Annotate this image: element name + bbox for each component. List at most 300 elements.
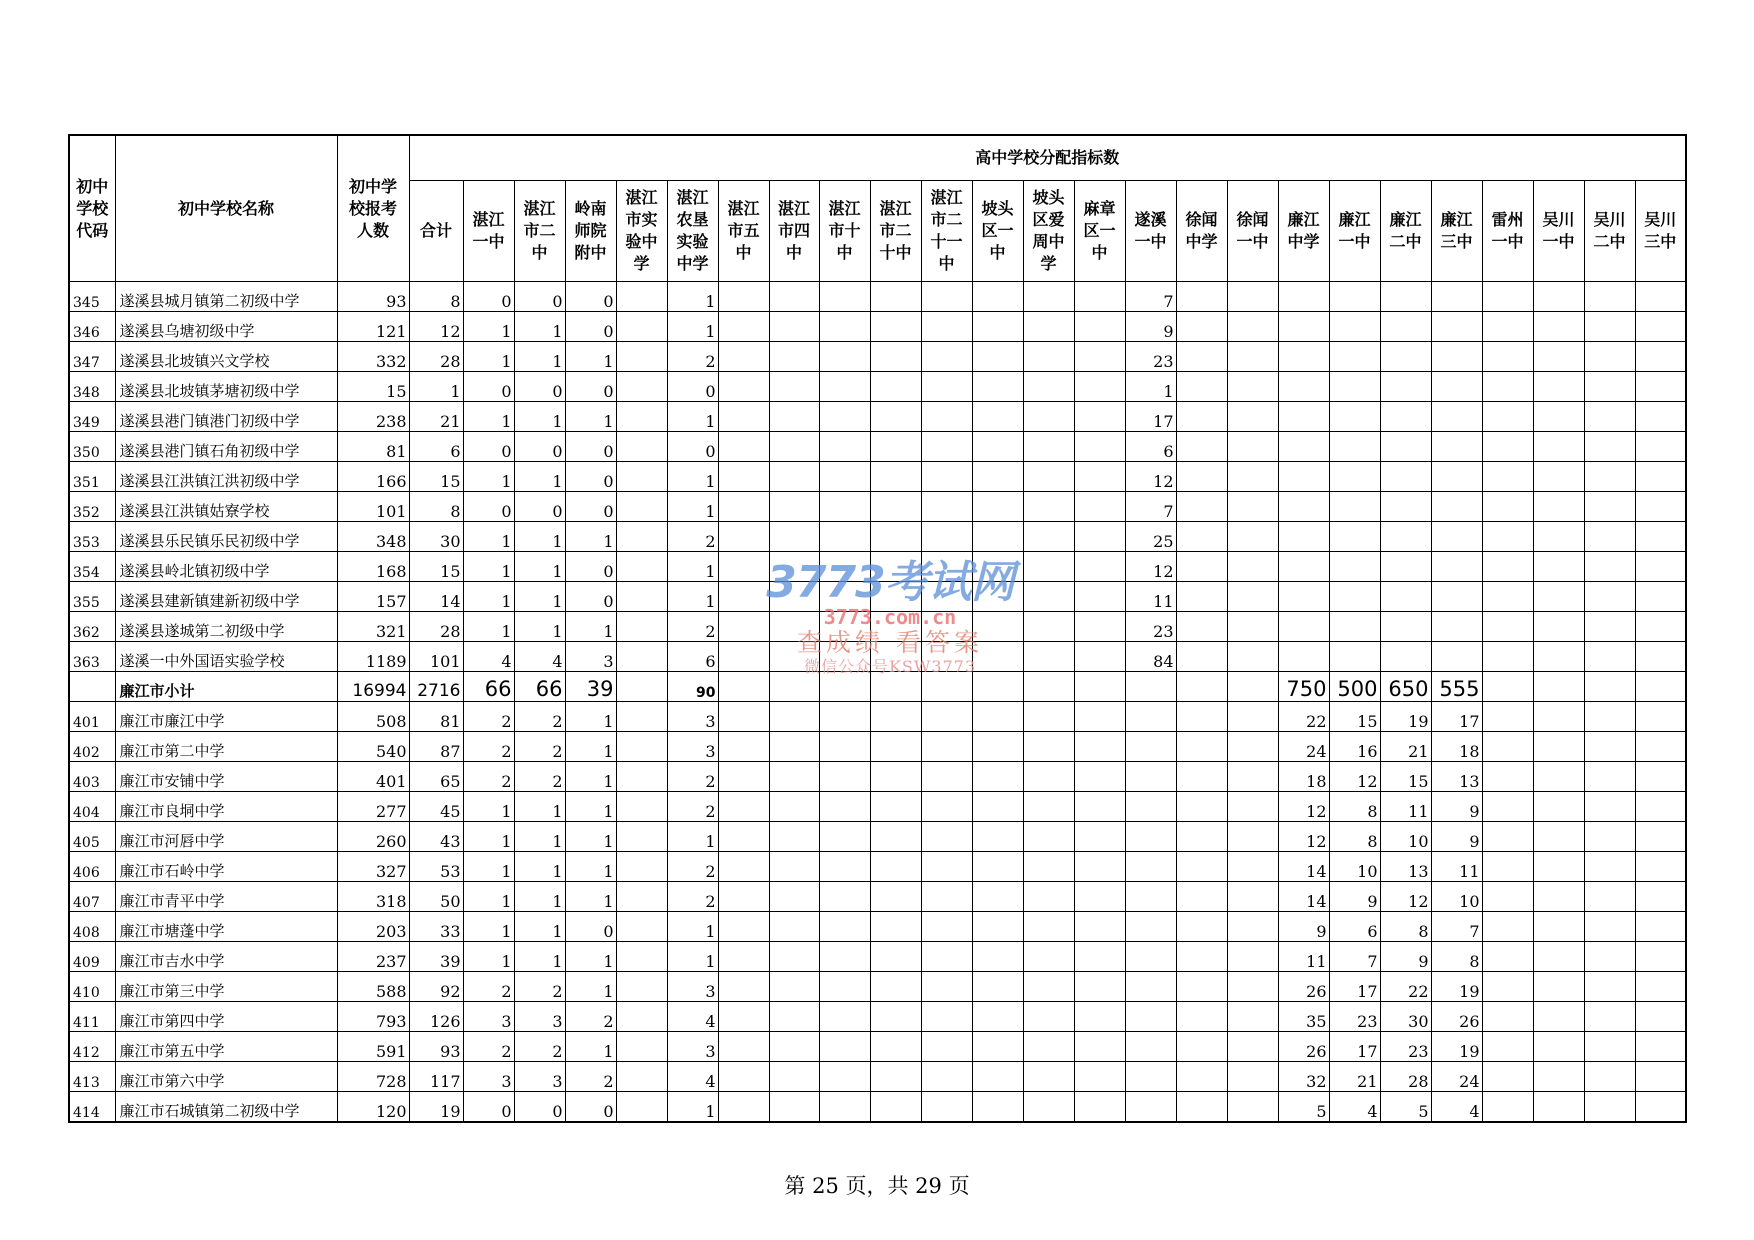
- quota-cell: [1125, 672, 1176, 702]
- quota-cell: 8: [1380, 912, 1431, 942]
- quota-cell: 2: [463, 732, 514, 762]
- table-row: [69, 942, 1686, 972]
- quota-cell: [1125, 702, 1176, 732]
- quota-cell: 9: [1278, 912, 1329, 942]
- quota-cell: [1023, 762, 1074, 792]
- quota-cell: [1635, 432, 1686, 462]
- quota-cell: [1023, 642, 1074, 672]
- quota-cell: [1023, 912, 1074, 942]
- quota-cell: [1482, 792, 1533, 822]
- school-name-cell: 廉江市塘蓬中学: [115, 912, 337, 942]
- quota-cell: [1125, 1062, 1176, 1092]
- quota-cell: [870, 762, 921, 792]
- quota-cell: 2: [463, 762, 514, 792]
- quota-cell: [616, 882, 667, 912]
- quota-cell: 2: [514, 762, 565, 792]
- quota-cell: 3: [667, 1032, 718, 1062]
- quota-cell: [921, 432, 972, 462]
- quota-cell: [1635, 402, 1686, 432]
- quota-cell: [1635, 792, 1686, 822]
- quota-cell: [819, 552, 870, 582]
- quota-cell: [1533, 582, 1584, 612]
- quota-cell: 1: [463, 612, 514, 642]
- school-name-cell: 遂溪县乐民镇乐民初级中学: [115, 522, 337, 552]
- table-row: [69, 882, 1686, 912]
- quota-cell: [972, 702, 1023, 732]
- quota-cell: 45: [409, 792, 463, 822]
- header-column-15: [1176, 181, 1227, 282]
- quota-cell: [769, 732, 819, 762]
- school-code-cell: 363: [69, 642, 115, 672]
- quota-cell: [1635, 612, 1686, 642]
- quota-cell: [769, 702, 819, 732]
- quota-cell: [921, 1032, 972, 1062]
- quota-cell: [1227, 462, 1278, 492]
- applicant-count-cell: 237: [337, 942, 409, 972]
- subtotal-row: [69, 672, 1686, 702]
- quota-cell: 12: [1380, 882, 1431, 912]
- quota-cell: 8: [1431, 942, 1482, 972]
- quota-cell: [1482, 342, 1533, 372]
- quota-cell: [1584, 462, 1635, 492]
- quota-cell: [769, 762, 819, 792]
- quota-cell: [819, 432, 870, 462]
- header-column-label: 雷州一中: [1491, 210, 1524, 251]
- quota-cell: [769, 972, 819, 1002]
- quota-cell: [1176, 762, 1227, 792]
- applicant-count-cell: 591: [337, 1032, 409, 1062]
- quota-cell: [718, 672, 769, 702]
- quota-cell: 2: [667, 522, 718, 552]
- quota-cell: [819, 1092, 870, 1122]
- header-column-4: [616, 181, 667, 282]
- quota-cell: 1: [463, 582, 514, 612]
- quota-cell: [1584, 1062, 1635, 1092]
- quota-cell: [972, 552, 1023, 582]
- quota-cell: [1176, 342, 1227, 372]
- quota-cell: 19: [1380, 702, 1431, 732]
- school-code-cell: 362: [69, 612, 115, 642]
- quota-cell: 11: [1278, 942, 1329, 972]
- header-column-label: 湛江一中: [472, 210, 505, 251]
- quota-cell: 19: [1431, 1032, 1482, 1062]
- school-code-cell: 351: [69, 462, 115, 492]
- quota-cell: [1584, 522, 1635, 552]
- quota-cell: 2: [514, 732, 565, 762]
- quota-cell: 19: [1431, 972, 1482, 1002]
- quota-cell: 0: [463, 1092, 514, 1122]
- quota-cell: [1176, 582, 1227, 612]
- applicant-count-cell: 203: [337, 912, 409, 942]
- quota-cell: [1227, 1002, 1278, 1032]
- quota-cell: [921, 282, 972, 312]
- quota-cell: 2: [667, 342, 718, 372]
- quota-cell: [616, 702, 667, 732]
- quota-cell: [1533, 672, 1584, 702]
- quota-cell: [972, 1032, 1023, 1062]
- quota-cell: 2: [667, 792, 718, 822]
- quota-cell: [1482, 942, 1533, 972]
- quota-cell: 39: [565, 672, 616, 702]
- quota-cell: 1: [565, 612, 616, 642]
- quota-cell: 1: [514, 882, 565, 912]
- quota-cell: [1227, 792, 1278, 822]
- quota-cell: [1074, 492, 1125, 522]
- table-body: [69, 282, 1686, 1122]
- school-code-cell: 352: [69, 492, 115, 522]
- quota-cell: [1482, 1062, 1533, 1092]
- quota-cell: [1533, 612, 1584, 642]
- quota-cell: 0: [565, 462, 616, 492]
- quota-cell: [1482, 462, 1533, 492]
- quota-cell: [1074, 582, 1125, 612]
- quota-cell: 14: [1278, 852, 1329, 882]
- quota-cell: 9: [1431, 792, 1482, 822]
- quota-cell: 92: [409, 972, 463, 1002]
- applicant-count-cell: 318: [337, 882, 409, 912]
- quota-cell: [1074, 522, 1125, 552]
- quota-cell: [1380, 402, 1431, 432]
- quota-cell: [769, 1002, 819, 1032]
- quota-cell: [1584, 342, 1635, 372]
- table-row: [69, 282, 1686, 312]
- quota-cell: [819, 672, 870, 702]
- quota-cell: [718, 1002, 769, 1032]
- quota-cell: 4: [1329, 1092, 1380, 1122]
- quota-cell: 1: [514, 462, 565, 492]
- quota-cell: 6: [667, 642, 718, 672]
- quota-cell: [921, 342, 972, 372]
- quota-cell: [870, 462, 921, 492]
- quota-cell: 6: [409, 432, 463, 462]
- quota-cell: [972, 852, 1023, 882]
- quota-cell: 39: [409, 942, 463, 972]
- header-column-9: [870, 181, 921, 282]
- quota-cell: [1380, 612, 1431, 642]
- quota-cell: [819, 642, 870, 672]
- quota-cell: [616, 1002, 667, 1032]
- quota-cell: 3: [514, 1002, 565, 1032]
- quota-cell: [1584, 312, 1635, 342]
- school-name-cell: 廉江市第六中学: [115, 1062, 337, 1092]
- header-column-label: 徐闻中学: [1185, 210, 1218, 251]
- quota-cell: [819, 792, 870, 822]
- quota-cell: [1329, 492, 1380, 522]
- quota-cell: [718, 612, 769, 642]
- quota-cell: [1023, 312, 1074, 342]
- applicant-count-cell: 728: [337, 1062, 409, 1092]
- table-row: [69, 1002, 1686, 1032]
- header-column-label: 徐闻一中: [1236, 210, 1269, 251]
- quota-cell: 1: [565, 1032, 616, 1062]
- quota-cell: [972, 762, 1023, 792]
- quota-cell: 81: [409, 702, 463, 732]
- quota-cell: [769, 522, 819, 552]
- quota-cell: [1635, 882, 1686, 912]
- quota-cell: [819, 282, 870, 312]
- header-code: 初中学校代码: [69, 135, 115, 282]
- quota-cell: [1125, 1032, 1176, 1062]
- school-name-cell: 廉江市河唇中学: [115, 822, 337, 852]
- quota-cell: [972, 312, 1023, 342]
- quota-cell: [1227, 762, 1278, 792]
- quota-cell: 1: [565, 882, 616, 912]
- quota-cell: [1329, 582, 1380, 612]
- header-column-label: 湛江市十中: [828, 199, 861, 262]
- quota-cell: [1227, 582, 1278, 612]
- quota-cell: 1: [667, 492, 718, 522]
- school-name-cell: 廉江市青平中学: [115, 882, 337, 912]
- quota-cell: [1023, 1032, 1074, 1062]
- quota-cell: [769, 672, 819, 702]
- applicant-count-cell: 120: [337, 1092, 409, 1122]
- quota-cell: [1023, 582, 1074, 612]
- quota-cell: [972, 402, 1023, 432]
- quota-cell: [616, 342, 667, 372]
- quota-cell: [1278, 492, 1329, 522]
- quota-cell: [1533, 912, 1584, 942]
- quota-cell: 3: [463, 1002, 514, 1032]
- quota-cell: [1584, 762, 1635, 792]
- quota-cell: [1533, 1092, 1584, 1122]
- quota-cell: [616, 972, 667, 1002]
- quota-cell: [1635, 282, 1686, 312]
- school-code-cell: 402: [69, 732, 115, 762]
- quota-cell: [870, 672, 921, 702]
- quota-cell: [819, 462, 870, 492]
- quota-cell: 1: [667, 282, 718, 312]
- quota-cell: [616, 432, 667, 462]
- quota-cell: [921, 942, 972, 972]
- table-row: [69, 612, 1686, 642]
- quota-cell: 2: [463, 1032, 514, 1062]
- quota-cell: [1584, 672, 1635, 702]
- quota-cell: [1023, 942, 1074, 972]
- quota-cell: [1176, 732, 1227, 762]
- quota-cell: [921, 912, 972, 942]
- quota-cell: [870, 492, 921, 522]
- quota-cell: [1227, 522, 1278, 552]
- school-code-cell: 401: [69, 702, 115, 732]
- quota-cell: [1380, 342, 1431, 372]
- header-column-5: [667, 181, 718, 282]
- quota-cell: 1: [565, 402, 616, 432]
- header-column-label: 湛江市二十中: [879, 199, 912, 262]
- quota-cell: [870, 882, 921, 912]
- quota-cell: [1227, 402, 1278, 432]
- quota-cell: 9: [1125, 312, 1176, 342]
- applicant-count-cell: 16994: [337, 672, 409, 702]
- header-column-22: [1533, 181, 1584, 282]
- quota-cell: [1176, 942, 1227, 972]
- quota-cell: [972, 1002, 1023, 1032]
- quota-cell: [1176, 822, 1227, 852]
- quota-cell: [972, 642, 1023, 672]
- quota-cell: [1227, 912, 1278, 942]
- quota-cell: [921, 552, 972, 582]
- quota-cell: [1329, 432, 1380, 462]
- school-code-cell: 406: [69, 852, 115, 882]
- quota-cell: [718, 972, 769, 1002]
- quota-cell: [1125, 852, 1176, 882]
- applicant-count-cell: 15: [337, 372, 409, 402]
- quota-cell: [1482, 582, 1533, 612]
- quota-cell: [1635, 342, 1686, 372]
- applicant-count-cell: 588: [337, 972, 409, 1002]
- quota-cell: [769, 1062, 819, 1092]
- quota-cell: [769, 282, 819, 312]
- quota-cell: 22: [1380, 972, 1431, 1002]
- quota-cell: [1227, 552, 1278, 582]
- quota-cell: [1227, 972, 1278, 1002]
- header-column-18: [1329, 181, 1380, 282]
- quota-cell: [972, 1092, 1023, 1122]
- quota-cell: 0: [514, 492, 565, 522]
- quota-cell: [972, 372, 1023, 402]
- quota-cell: [1482, 492, 1533, 522]
- school-code-cell: 354: [69, 552, 115, 582]
- quota-cell: 7: [1431, 912, 1482, 942]
- quota-cell: 0: [463, 432, 514, 462]
- quota-cell: 43: [409, 822, 463, 852]
- quota-cell: [921, 822, 972, 852]
- quota-cell: [921, 462, 972, 492]
- quota-cell: [1329, 612, 1380, 642]
- quota-cell: 35: [1278, 1002, 1329, 1032]
- quota-cell: [1533, 702, 1584, 732]
- quota-cell: [1074, 972, 1125, 1002]
- quota-cell: 2: [667, 612, 718, 642]
- quota-cell: [1023, 522, 1074, 552]
- quota-cell: [1533, 822, 1584, 852]
- quota-cell: [870, 852, 921, 882]
- quota-cell: [1431, 612, 1482, 642]
- quota-cell: [870, 702, 921, 732]
- quota-cell: [1584, 852, 1635, 882]
- quota-cell: [870, 342, 921, 372]
- quota-cell: [870, 552, 921, 582]
- quota-cell: [1278, 342, 1329, 372]
- quota-cell: [1431, 312, 1482, 342]
- quota-cell: [1278, 612, 1329, 642]
- quota-cell: 3: [463, 1062, 514, 1092]
- quota-cell: [1278, 402, 1329, 432]
- quota-cell: [972, 582, 1023, 612]
- quota-cell: 1: [514, 402, 565, 432]
- school-code-cell: 404: [69, 792, 115, 822]
- quota-cell: [718, 642, 769, 672]
- school-name-cell: 遂溪一中外国语实验学校: [115, 642, 337, 672]
- quota-cell: 28: [1380, 1062, 1431, 1092]
- quota-cell: 0: [514, 372, 565, 402]
- quota-cell: [921, 492, 972, 522]
- school-name-cell: 廉江市安铺中学: [115, 762, 337, 792]
- quota-cell: [870, 912, 921, 942]
- quota-cell: 12: [1278, 822, 1329, 852]
- quota-cell: [1584, 642, 1635, 672]
- quota-cell: [769, 852, 819, 882]
- table-row: [69, 732, 1686, 762]
- quota-cell: 22: [1278, 702, 1329, 732]
- header-column-3: [565, 181, 616, 282]
- quota-cell: 2716: [409, 672, 463, 702]
- quota-cell: [718, 942, 769, 972]
- school-name-cell: 廉江市第三中学: [115, 972, 337, 1002]
- table-row: [69, 462, 1686, 492]
- quota-cell: 8: [1329, 792, 1380, 822]
- quota-cell: 650: [1380, 672, 1431, 702]
- quota-cell: [1482, 432, 1533, 462]
- quota-cell: [1329, 522, 1380, 552]
- quota-cell: 8: [409, 492, 463, 522]
- quota-cell: 30: [1380, 1002, 1431, 1032]
- quota-cell: [1227, 342, 1278, 372]
- quota-cell: [1227, 852, 1278, 882]
- quota-cell: 28: [409, 612, 463, 642]
- quota-cell: [819, 582, 870, 612]
- quota-cell: [1482, 402, 1533, 432]
- quota-cell: [1329, 642, 1380, 672]
- quota-cell: [1482, 732, 1533, 762]
- quota-cell: [769, 402, 819, 432]
- quota-cell: [1176, 432, 1227, 462]
- quota-cell: 1: [463, 822, 514, 852]
- quota-cell: 11: [1125, 582, 1176, 612]
- quota-cell: 4: [463, 642, 514, 672]
- quota-cell: 1: [667, 822, 718, 852]
- table-row: [69, 1032, 1686, 1062]
- quota-cell: 28: [409, 342, 463, 372]
- quota-cell: [1074, 312, 1125, 342]
- quota-cell: [1635, 1032, 1686, 1062]
- quota-cell: 17: [1125, 402, 1176, 432]
- school-name-cell: 遂溪县港门镇港门初级中学: [115, 402, 337, 432]
- quota-cell: [1533, 312, 1584, 342]
- quota-cell: [1227, 372, 1278, 402]
- header-row: [69, 135, 1686, 181]
- quota-cell: 1: [463, 552, 514, 582]
- quota-cell: [1482, 672, 1533, 702]
- quota-cell: 1: [514, 822, 565, 852]
- quota-cell: 84: [1125, 642, 1176, 672]
- quota-cell: 1: [667, 402, 718, 432]
- quota-cell: [1023, 882, 1074, 912]
- quota-cell: 10: [1329, 852, 1380, 882]
- quota-cell: 2: [667, 762, 718, 792]
- quota-cell: [1074, 612, 1125, 642]
- applicant-count-cell: 121: [337, 312, 409, 342]
- school-code-cell: 349: [69, 402, 115, 432]
- quota-cell: [1635, 312, 1686, 342]
- quota-cell: [616, 822, 667, 852]
- quota-cell: [1227, 642, 1278, 672]
- quota-cell: 1: [667, 462, 718, 492]
- quota-cell: [1176, 792, 1227, 822]
- quota-cell: [769, 492, 819, 522]
- quota-cell: [870, 972, 921, 1002]
- quota-cell: [972, 672, 1023, 702]
- quota-cell: 4: [1431, 1092, 1482, 1122]
- watermark-logo: 3773考试网: [766, 557, 1014, 608]
- quota-cell: [1023, 732, 1074, 762]
- quota-cell: [1533, 972, 1584, 1002]
- quota-cell: [819, 402, 870, 432]
- quota-cell: 1: [514, 522, 565, 552]
- quota-cell: 14: [409, 582, 463, 612]
- quota-cell: [921, 402, 972, 432]
- quota-cell: 0: [565, 552, 616, 582]
- quota-cell: 0: [565, 912, 616, 942]
